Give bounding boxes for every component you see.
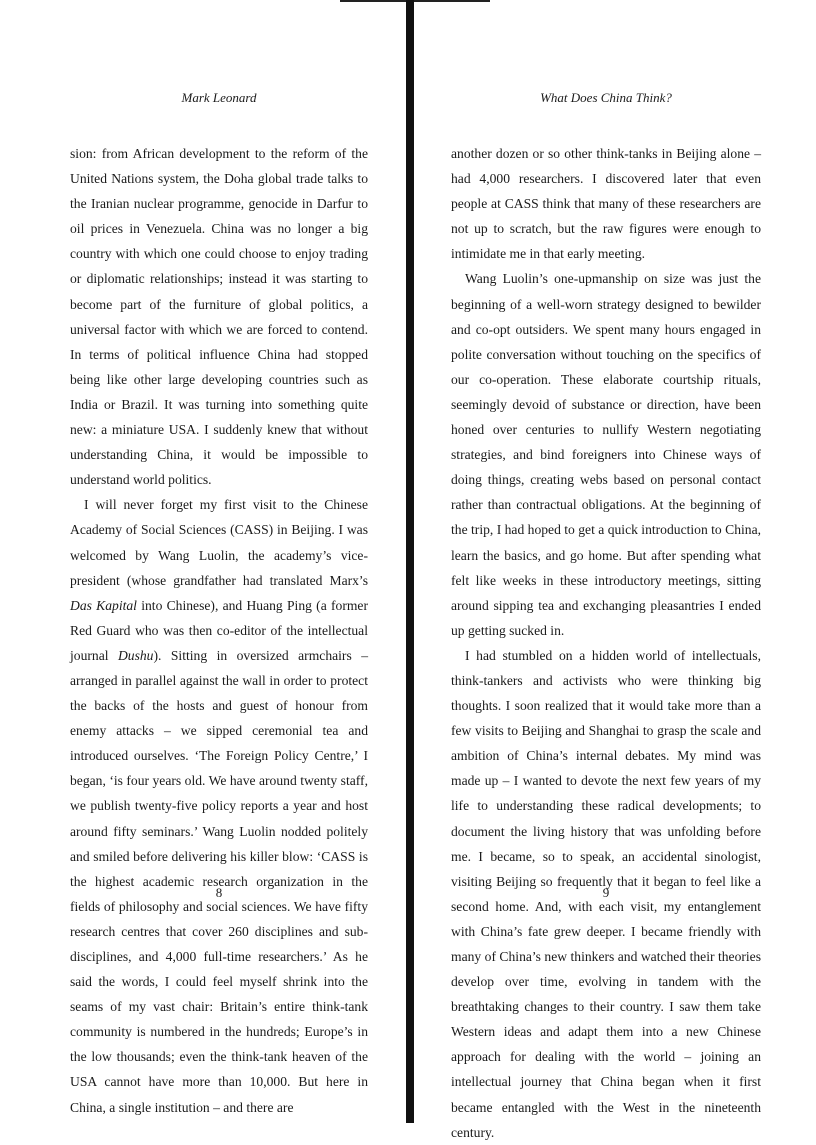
paragraph-text-segment: I will never forget my first visit to the Chinese Academy of Social Sciences (CASS) in Beijing. I was welcomed by Wang Luolin, the academy’s vice-president (whose grandfather had translated Marx’s (70, 497, 368, 588)
paragraph-text-segment: into Chinese), and Huang Ping (a former Red Guard who was then co-editor of the intellectual journal (70, 597, 368, 663)
spine-top-edge (340, 0, 490, 2)
left-page-number: 8 (215, 885, 223, 900)
right-paragraph-3: I had stumbled on a hidden world of intellectuals, think-tankers and activists who were thinking big thoughts. I soon realized that it would take more than a few visits to Beijing and Shanghai to grasp the scale and ambition of China’s internal debates. My mind was made up – I wanted to devote the next few years of my life to understanding these radical developments; to document the living history that was unfolding before me. I became, so to speak, an accidental sinologist, visiting Beijing so frequently that it began to feel like a second home. And, with each visit, my entanglement with China’s fate grew deeper. I became friendly with many of China’s new thinkers and watched their theories develop over time, evolving in tandem with the breathtaking changes to their country. I saw them take Western ideas and adapt them into a new Chinese approach for dealing with the world – joining an intellectual journey that China began when it first became entangled with the West in the nineteenth century. (451, 647, 761, 1140)
book-spine-gutter (406, 0, 414, 1123)
journal-title-dushu: Dushu (117, 647, 154, 663)
right-running-head: What Does China Think? (540, 90, 672, 105)
right-page-number: 9 (602, 885, 610, 900)
right-paragraph-2: Wang Luolin’s one-upmanship on size was just the beginning of a well-worn strategy designed to bewilder and co-opt outsiders. We spent many hours engaged in polite conversation without touching on the specifics of our co-operation. These elaborate courtship rituals, seemingly devoid of substance or direction, have been honed over centuries to nullify Western negotiating strategies, and bind foreigners into Chinese ways of doing things, creating webs based on personal contact rather than contractual obligations. At the beginning of the trip, I had hoped to get a quick introduction to China, learn the basics, and go home. But after spending what felt like weeks in these introductory meetings, sitting around sipping tea and exchanging pleasantries I ended up getting sucked in. (451, 271, 761, 638)
left-running-head: Mark Leonard (181, 90, 257, 105)
left-body-text (70, 141, 368, 1120)
right-paragraph-1: another dozen or so other think-tanks in Beijing alone – had 4,000 researchers. I discovered later that even people at CASS think that many of these researchers are not up to scratch, but the raw figures were enough to intimidate me in that early meeting. (451, 146, 761, 262)
left-paragraph-2 (70, 492, 368, 1119)
paragraph-text-segment: ). Sitting in oversized armchairs – arranged in parallel against the wall in order to protect the backs of the hosts and guest of honour from enemy attacks – we sipped ceremonial tea and introduced ourselves. ‘The Foreign Policy Centre,’ I began, ‘is four years old. We have around twenty staff, we publish twenty-five policy reports a year and host around fifty seminars.’ Wang Luolin nodded politely and smiled before delivering his killer blow: ‘CASS is the highest academic research organization in the fields of philosophy and social sciences. We have fifty research centres that cover 260 disciplines and sub-disciplines, and 4,000 full-time researchers.’ As he said the words, I could feel myself shrink into the seams of my vast chair: Britain’s entire think-tank community is numbered in the hundreds; Europe’s in the low thousands; even the think-tank heaven of the USA cannot have more than 10,000. But here in China, a single institution – and there are (70, 647, 368, 1115)
right-body-text (451, 141, 761, 1145)
book-title-das-kapital: Das Kapital (70, 597, 137, 613)
left-paragraph-1: sion: from African development to the reform of the United Nations system, the Doha global trade talks to the Iranian nuclear programme, genocide in Darfur to oil prices in Venezuela. China was no longer a big country with which one could choose to enjoy trading or diplomatic relationships; instead it was starting to become part of the furniture of global politics, a universal factor with which we are forced to contend. In terms of political influence China had stopped being like other large developing countries such as India or Brazil. It was turning into something quite new: a miniature USA. I suddenly knew that without understanding China, it would be impossible to understand world politics. (70, 146, 368, 488)
